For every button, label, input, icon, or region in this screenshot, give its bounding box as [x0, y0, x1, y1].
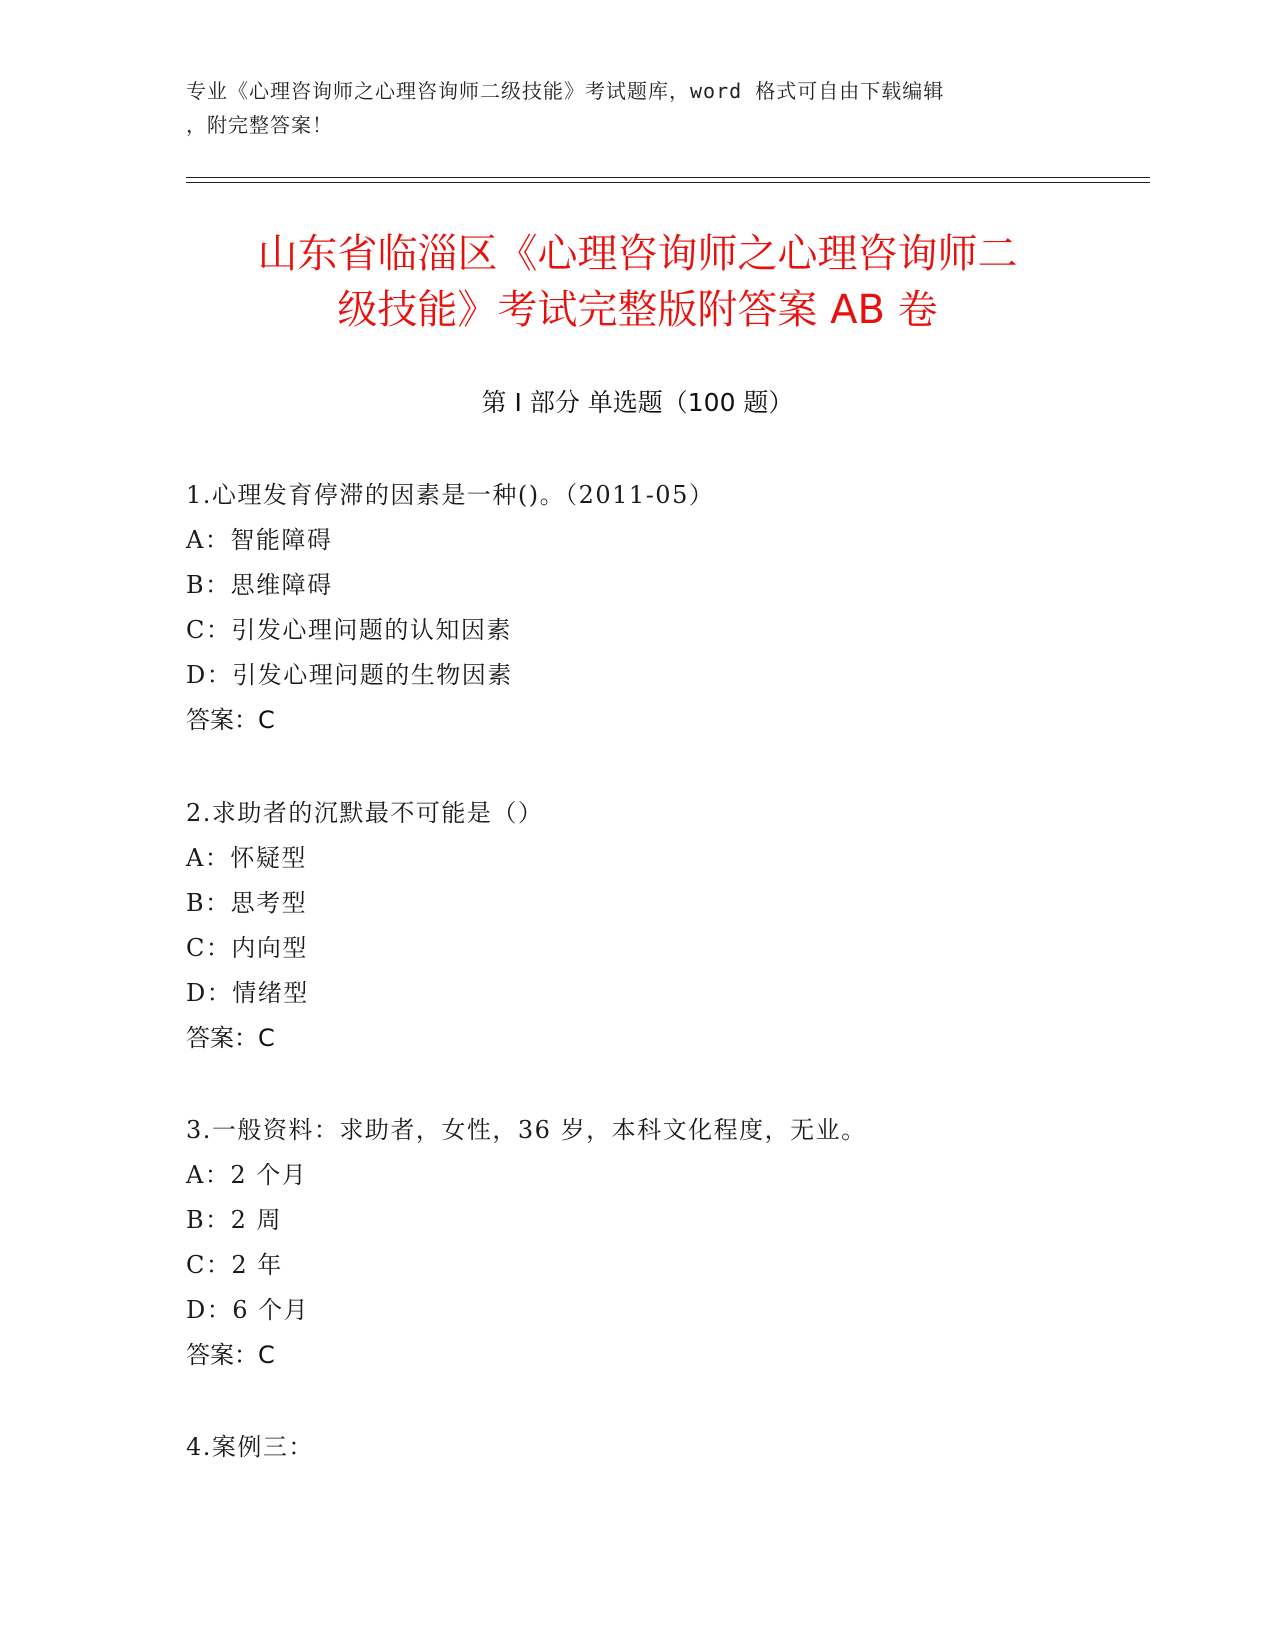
option-b: B：2 周 [186, 1206, 283, 1234]
option-b: B：思维障碍 [186, 571, 333, 599]
question-stem: 3.一般资料：求助者，女性，36 岁，本科文化程度，无业。 [186, 1116, 867, 1144]
question-block [186, 1425, 1136, 1470]
option-a: A：怀疑型 [186, 844, 307, 872]
option-b: B：思考型 [186, 889, 308, 917]
option-a: A：智能障碍 [186, 526, 333, 554]
option-d: D：引发心理问题的生物因素 [186, 661, 513, 689]
header-note-line: 专业《心理咨询师之心理咨询师二级技能》考试题库，word 格式可自由下载编辑 [186, 79, 945, 103]
question-stem: 1.心理发育停滞的因素是一种()。（2011-05） [186, 481, 715, 509]
document-title [150, 226, 1125, 338]
answer: 答案：C [186, 706, 275, 734]
option-d: D：6 个月 [186, 1296, 310, 1324]
option-a: A：2 个月 [186, 1161, 308, 1189]
header-divider [186, 177, 1150, 178]
header-divider [186, 182, 1150, 183]
answer: 答案：C [186, 1341, 275, 1369]
option-c: C：内向型 [186, 934, 308, 962]
document-title-line: 山东省临淄区《心理咨询师之心理咨询师二 [257, 231, 1018, 277]
option-c: C：引发心理问题的认知因素 [186, 616, 512, 644]
question-stem: 2.求助者的沉默最不可能是（） [186, 799, 544, 827]
question-stem: 4.案例三： [186, 1433, 314, 1461]
option-d: D：情绪型 [186, 979, 309, 1007]
header-note [186, 74, 1066, 142]
answer: 答案：C [186, 1024, 275, 1052]
section-heading: 第 I 部分 单选题（100 题） [481, 388, 794, 417]
question-block [186, 473, 1136, 743]
question-block [186, 1108, 1136, 1378]
option-c: C：2 年 [186, 1251, 283, 1279]
header-note-line: ，附完整答案！ [186, 113, 333, 137]
question-block [186, 791, 1136, 1061]
document-title-line: 级技能》考试完整版附答案 AB 卷 [337, 287, 938, 333]
